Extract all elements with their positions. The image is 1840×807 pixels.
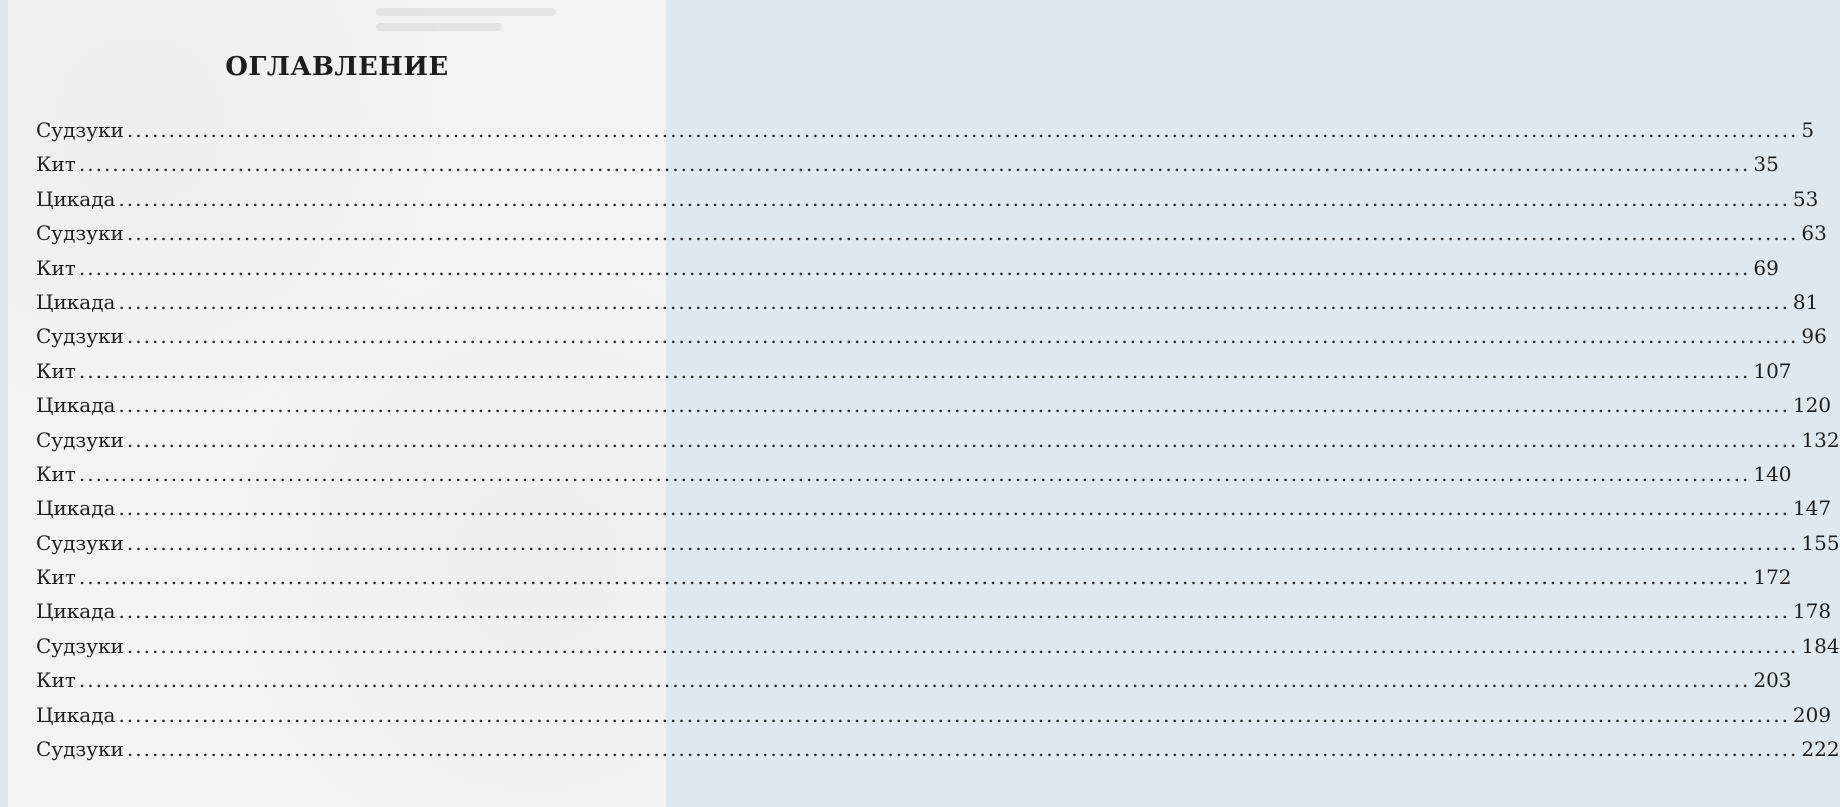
toc-entry [36,113,1815,147]
dot-leader: ........................................................................................................................................................................................................ [78,255,1751,280]
toc-entry-title: Судзуки [36,530,124,555]
dot-leader: ........................................................................................................................................................................................................ [78,358,1751,383]
toc-entry [36,629,1840,663]
toc-entry-page-number: 178 [1792,599,1832,624]
toc-entry-title: Цикада [36,496,116,521]
dot-leader: ........................................................................................................................................................................................................ [78,461,1751,486]
dot-leader: ........................................................................................................................................................................................................ [126,530,1799,555]
toc-entry-page-number: 222 [1801,737,1840,762]
toc-entry [36,285,1819,319]
toc-entry-page-number: 209 [1792,702,1832,727]
dot-leader: ........................................................................................................................................................................................................ [118,496,1790,521]
toc-entry [36,732,1840,766]
toc-entry-page-number: 53 [1792,186,1819,211]
dot-leader: ........................................................................................................................................................................................................ [126,324,1799,349]
toc-entry-title: Кит [36,152,76,177]
toc-entry-title: Цикада [36,393,116,418]
toc-entry [36,663,1792,697]
toc-entry [36,526,1840,560]
toc-entry-page-number: 35 [1753,152,1779,177]
toc-entry-title: Судзуки [36,324,124,349]
toc-entry-title: Судзуки [36,633,124,658]
toc-entry-title: Судзуки [36,118,124,142]
dot-leader: ........................................................................................................................................................................................................ [118,599,1790,624]
toc-heading: ОГЛАВЛЕНИЕ [225,52,449,82]
toc-entry [36,147,1779,181]
toc-entry-page-number: 184 [1801,633,1840,658]
toc-entry-page-number: 107 [1753,358,1792,383]
dot-leader: ........................................................................................................................................................................................................ [126,427,1799,452]
table-of-contents [36,113,1840,766]
toc-entry-title: Кит [36,565,76,590]
dot-leader: ........................................................................................................................................................................................................ [78,565,1751,590]
toc-entry [36,594,1832,628]
toc-entry-title: Судзуки [36,427,124,452]
toc-entry-page-number: 69 [1753,255,1779,280]
toc-entry [36,354,1792,388]
toc-entry-page-number: 140 [1753,461,1792,486]
dot-leader: ........................................................................................................................................................................................................ [118,289,1790,314]
toc-entry-title: Судзуки [36,737,124,762]
bleed-through-text [376,8,556,48]
toc-entry-title: Цикада [36,186,116,211]
dot-leader: ........................................................................................................................................................................................................ [118,393,1790,418]
toc-entry [36,388,1832,422]
dot-leader: ........................................................................................................................................................................................................ [78,668,1751,693]
dot-leader: ........................................................................................................................................................................................................ [126,633,1799,658]
dot-leader: ........................................................................................................................................................................................................ [126,737,1799,762]
toc-entry-page-number: 172 [1753,565,1792,590]
toc-entry [36,457,1792,491]
toc-entry-page-number: 132 [1801,427,1840,452]
toc-entry-page-number: 63 [1801,221,1827,246]
toc-entry [36,319,1827,353]
toc-entry [36,560,1792,594]
toc-entry-title: Судзуки [36,221,124,246]
toc-entry-title: Цикада [36,599,116,624]
toc-entry-title: Кит [36,255,76,280]
dot-leader: ........................................................................................................................................................................................................ [118,186,1790,211]
dot-leader: ........................................................................................................................................................................................................ [78,152,1751,177]
toc-entry-title: Цикада [36,702,116,727]
dot-leader: ........................................................................................................................................................................................................ [126,221,1799,246]
toc-entry-title: Кит [36,358,76,383]
toc-entry-page-number: 81 [1792,289,1819,314]
toc-entry [36,216,1827,250]
toc-entry [36,423,1840,457]
dot-leader: ........................................................................................................................................................................................................ [126,118,1799,142]
toc-entry-title: Цикада [36,289,116,314]
toc-entry [36,491,1832,525]
toc-entry [36,182,1819,216]
toc-entry-page-number: 155 [1801,530,1840,555]
toc-entry-title: Кит [36,461,76,486]
toc-entry-page-number: 5 [1801,118,1815,142]
toc-entry [36,698,1832,732]
toc-entry-page-number: 120 [1792,393,1832,418]
toc-entry-page-number: 96 [1801,324,1827,349]
dot-leader: ........................................................................................................................................................................................................ [118,702,1790,727]
toc-entry-page-number: 147 [1792,496,1832,521]
toc-entry-page-number: 203 [1753,668,1792,693]
toc-entry [36,251,1779,285]
toc-entry-title: Кит [36,668,76,693]
